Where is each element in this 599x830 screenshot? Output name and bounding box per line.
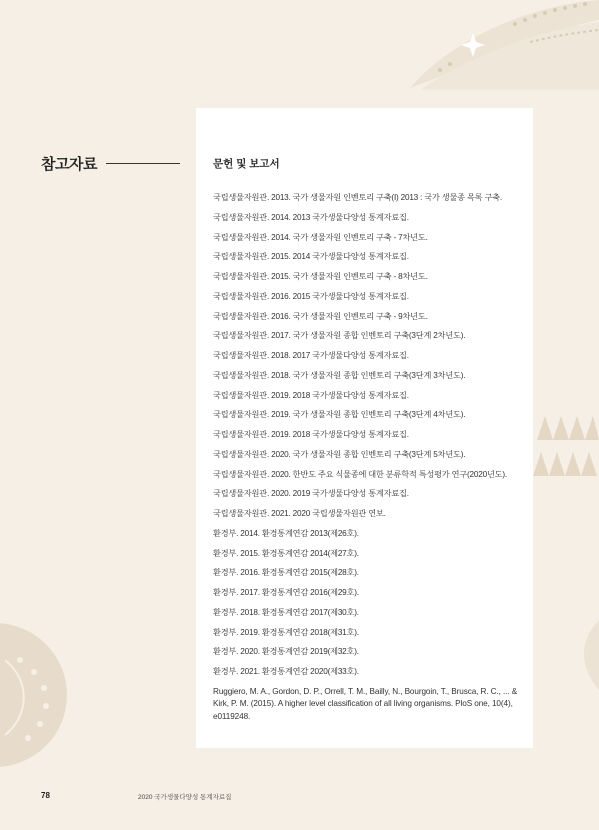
reference-item: 환경부. 2016. 환경통계연감 2015(제28호).	[213, 568, 359, 578]
reference-item: 국립생물자원관. 2013. 국가 생물자원 인벤토리 구축(I) 2013 : 국가 생물종 목록 구축.	[213, 193, 502, 202]
reference-item: 국립생물자원관. 2016. 2015 국가생물다양성 통계자료집.	[213, 291, 409, 301]
reference-item: 환경부. 2020. 환경통계연감 2019(제32호).	[213, 647, 359, 657]
reference-item: 국립생물자원관. 2019. 국가 생물자원 종합 인벤토리 구축(3단계 4차년도).	[213, 410, 466, 420]
page-number: 78	[41, 791, 50, 800]
right-triangle-pattern	[533, 400, 599, 480]
reference-item: 국립생물자원관. 2014. 국가 생물자원 인벤토리 구축 - 7차년도.	[213, 232, 428, 242]
reference-item: 환경부. 2018. 환경통계연감 2017(제30호).	[213, 607, 359, 617]
reference-item: Ruggiero, M. A., Gordon, D. P., Orrell, T. M., Bailly, N., Bourgoin, T., Brusca, R. C., ... & Kirk, P. M. (2015). A higher level classification of all living organisms. PloS one, 10(4), e0119248.	[213, 686, 518, 721]
reference-item: 국립생물자원관. 2019. 2018 국가생물다양성 통계자료집.	[213, 390, 409, 400]
reference-list	[213, 192, 525, 732]
reference-item: 환경부. 2021. 환경통계연감 2020(제33호).	[213, 667, 359, 676]
reference-item: 국립생물자원관. 2018. 2017 국가생물다양성 통계자료집.	[213, 351, 409, 360]
reference-item: 환경부. 2015. 환경통계연감 2014(제27호).	[213, 548, 359, 558]
reference-item: 국립생물자원관. 2018. 국가 생물자원 종합 인벤토리 구축(3단계 3차년도).	[213, 370, 466, 380]
reference-item: 국립생물자원관. 2014. 2013 국가생물다양성 통계자료집.	[213, 212, 409, 222]
top-right-decoration	[380, 0, 599, 90]
sidebar-rule	[106, 163, 180, 164]
reference-item: 환경부. 2019. 환경통계연감 2018(제31호).	[213, 627, 359, 637]
reference-item: 국립생물자원관. 2015. 2014 국가생물다양성 통계자료집.	[213, 252, 409, 262]
reference-item: 환경부. 2014. 환경통계연감 2013(제26호).	[213, 528, 359, 538]
section-heading: 문헌 및 보고서	[213, 158, 280, 170]
reference-item: 국립생물자원관. 2020. 2019 국가생물다양성 통계자료집.	[213, 489, 409, 499]
reference-item: 국립생물자원관. 2020. 국가 생물자원 종합 인벤토리 구축(3단계 5차년도).	[213, 449, 466, 459]
reference-item: 국립생물자원관. 2021. 2020 국립생물자원관 연보.	[213, 509, 386, 518]
reference-item: 환경부. 2017. 환경통계연감 2016(제29호).	[213, 588, 359, 597]
footer-publication-title: 2020 국가생물다양성 통계자료집	[138, 794, 232, 801]
reference-item: 국립생물자원관. 2020. 한반도 주요 식물종에 대한 분류학적 특성평가 연구(2020년도).	[213, 469, 507, 479]
reference-item: 국립생물자원관. 2017. 국가 생물자원 종합 인벤토리 구축(3단계 2차년도).	[213, 331, 466, 341]
bottom-left-decoration	[0, 620, 90, 770]
reference-item: 국립생물자원관. 2016. 국가 생물자원 인벤토리 구축 - 9차년도.	[213, 311, 428, 321]
reference-item: 국립생물자원관. 2019. 2018 국가생물다양성 통계자료집.	[213, 430, 409, 439]
right-small-decoration	[560, 620, 599, 690]
sidebar-title: 참고자료	[41, 156, 97, 173]
reference-item: 국립생물자원관. 2015. 국가 생물자원 인벤토리 구축 - 8차년도.	[213, 272, 428, 281]
